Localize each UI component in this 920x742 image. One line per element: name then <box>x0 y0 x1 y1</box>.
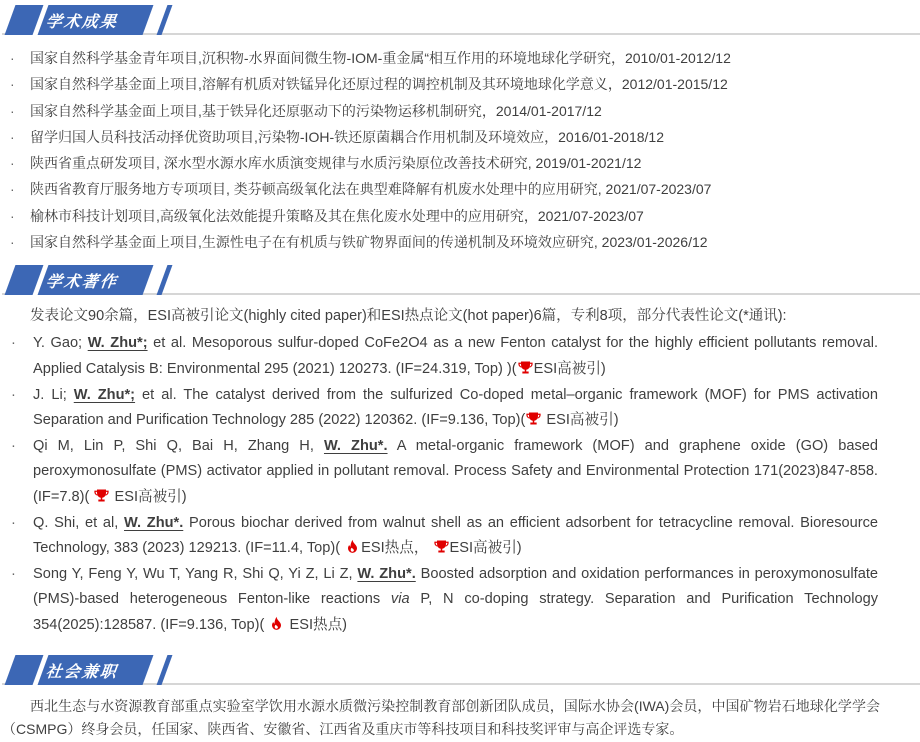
section-header-achievements <box>0 5 920 35</box>
achievement-item: · 国家自然科学基金面上项目,生源性电子在有机质与铁矿物界面间的传递机制及环境效应研究, 2023/01-2026/12 <box>30 229 920 255</box>
badge-tail <box>157 265 173 295</box>
badge-tail <box>157 655 173 685</box>
publication-item: · Qi M, Lin P, Shi Q, Bai H, Zhang H, W. Zhu*. A metal-organic framework (MOF) and graphene oxide (GO) based peroxymonosulfate (PMS) activator applied in pollutant removal. Process Safety and Environmental Protection 171(2023)847-858. (IF=7.8)( ESI高被引) <box>33 434 878 511</box>
flame-icon <box>269 616 284 631</box>
publication-item: · Q. Shi, et al, W. Zhu*. Porous biochar derived from walnut shell as an efficient adsorbent for tetracycline removal. Bioresource Technology, 383 (2023) 129213. (IF=11.4, Top)( ESI热点， ESI高被引) <box>33 511 878 562</box>
trophy-icon <box>526 411 541 426</box>
corresponding-author: W. Zhu*; <box>87 335 148 352</box>
trophy-icon <box>518 360 533 375</box>
achievement-item: · 留学归国人员科技活动择优资助项目,污染物-IOH-铁还原菌耦合作用机制及环境效应，2016/01-2018/12 <box>30 124 920 150</box>
section-title-badge <box>5 265 154 295</box>
achievement-item: · 陕西省教育厅服务地方专项项目, 类芬顿高级氧化法在典型难降解有机废水处理中的应用研究, 2021/07-2023/07 <box>30 176 920 202</box>
section-achievements <box>0 5 920 255</box>
section-publications <box>0 265 920 638</box>
publication-item: · J. Li; W. Zhu*; et al. The catalyst derived from the sulfurized Co-doped metal–organic framework (MOF) for PMS activation Separation and Purification Technology 285 (2022) 120362. (IF=9.136, Top)( ESI高被引) <box>33 383 878 434</box>
achievement-item: · 陕西省重点研发项目, 深水型水源水库水质演变规律与水质污染原位改善技术研究, 2019/01-2021/12 <box>30 150 920 176</box>
section-header-publications <box>0 265 920 295</box>
flame-icon <box>345 539 360 554</box>
publication-list <box>0 331 878 638</box>
corresponding-author: W. Zhu*. <box>357 565 416 582</box>
corresponding-author: W. Zhu*. <box>124 514 184 531</box>
publication-item: · Song Y, Feng Y, Wu T, Yang R, Shi Q, Yi Z, Li Z, W. Zhu*. Boosted adsorption and oxidation performances in peroxymonosulfate (PMS)-based heterogeneous Fenton-like reactions via P, N co-doping strategy. Separation and Purification Technology 354(2025):128587. (IF=9.136, Top)( ESI热点) <box>33 562 878 639</box>
achievement-item: · 国家自然科学基金面上项目,溶解有机质对铁锰异化还原过程的调控机制及其环境地球化学意义，2012/01-2015/12 <box>30 71 920 97</box>
section-title: 社会兼职 <box>44 663 123 680</box>
publication-item: · Y. Gao; W. Zhu*; et al. Mesoporous sulfur-doped CoFe2O4 as a new Fenton catalyst for the highly efficient pollutants removal. Applied Catalysis B: Environmental 295 (2021) 120273. (IF=24.319, Top) )( ESI高被引) <box>33 331 878 382</box>
achievement-item: · 国家自然科学基金青年项目,沉积物-水界面间微生物-IOM-重金属“相互作用的环境地球化学研究，2010/01-2012/12 <box>30 45 920 71</box>
trophy-icon <box>434 539 449 554</box>
roles-paragraph: 西北生态与水资源教育部重点实验室学饮用水源水质微污染控制教育部创新团队成员，国际水协会(IWA)会员，中国矿物岩石地球化学学会（CSMPG）终身会员，任国家、陕西省、安徽省、江西省及重庆市等科技项目和科技奖评审与高企评选专家。 <box>2 697 880 737</box>
achievement-item: · 国家自然科学基金面上项目,基于铁异化还原驱动下的污染物运移机制研究，2014/01-2017/12 <box>30 98 920 124</box>
section-roles <box>0 655 920 742</box>
section-title: 学术成果 <box>44 13 123 31</box>
section-title-badge <box>5 655 154 685</box>
trophy-icon <box>94 488 109 503</box>
italic-text: via <box>390 591 410 608</box>
publications-intro: 发表论文90余篇，ESI高被引论文(highly cited paper)和ESI热点论文(hot paper)6篇，专利8项，部分代表性论文(*通讯): <box>30 308 787 325</box>
achievement-list <box>0 45 920 255</box>
corresponding-author: W. Zhu*. <box>323 437 388 454</box>
badge-tail <box>157 5 173 35</box>
section-title-badge <box>5 5 154 35</box>
section-title: 学术著作 <box>44 273 123 291</box>
corresponding-author: W. Zhu*; <box>73 386 136 403</box>
achievement-item: · 榆林市科技计划项目,高级氧化法效能提升策略及其在焦化废水处理中的应用研究，2021/07-2023/07 <box>30 203 920 229</box>
section-header-roles <box>0 655 920 685</box>
